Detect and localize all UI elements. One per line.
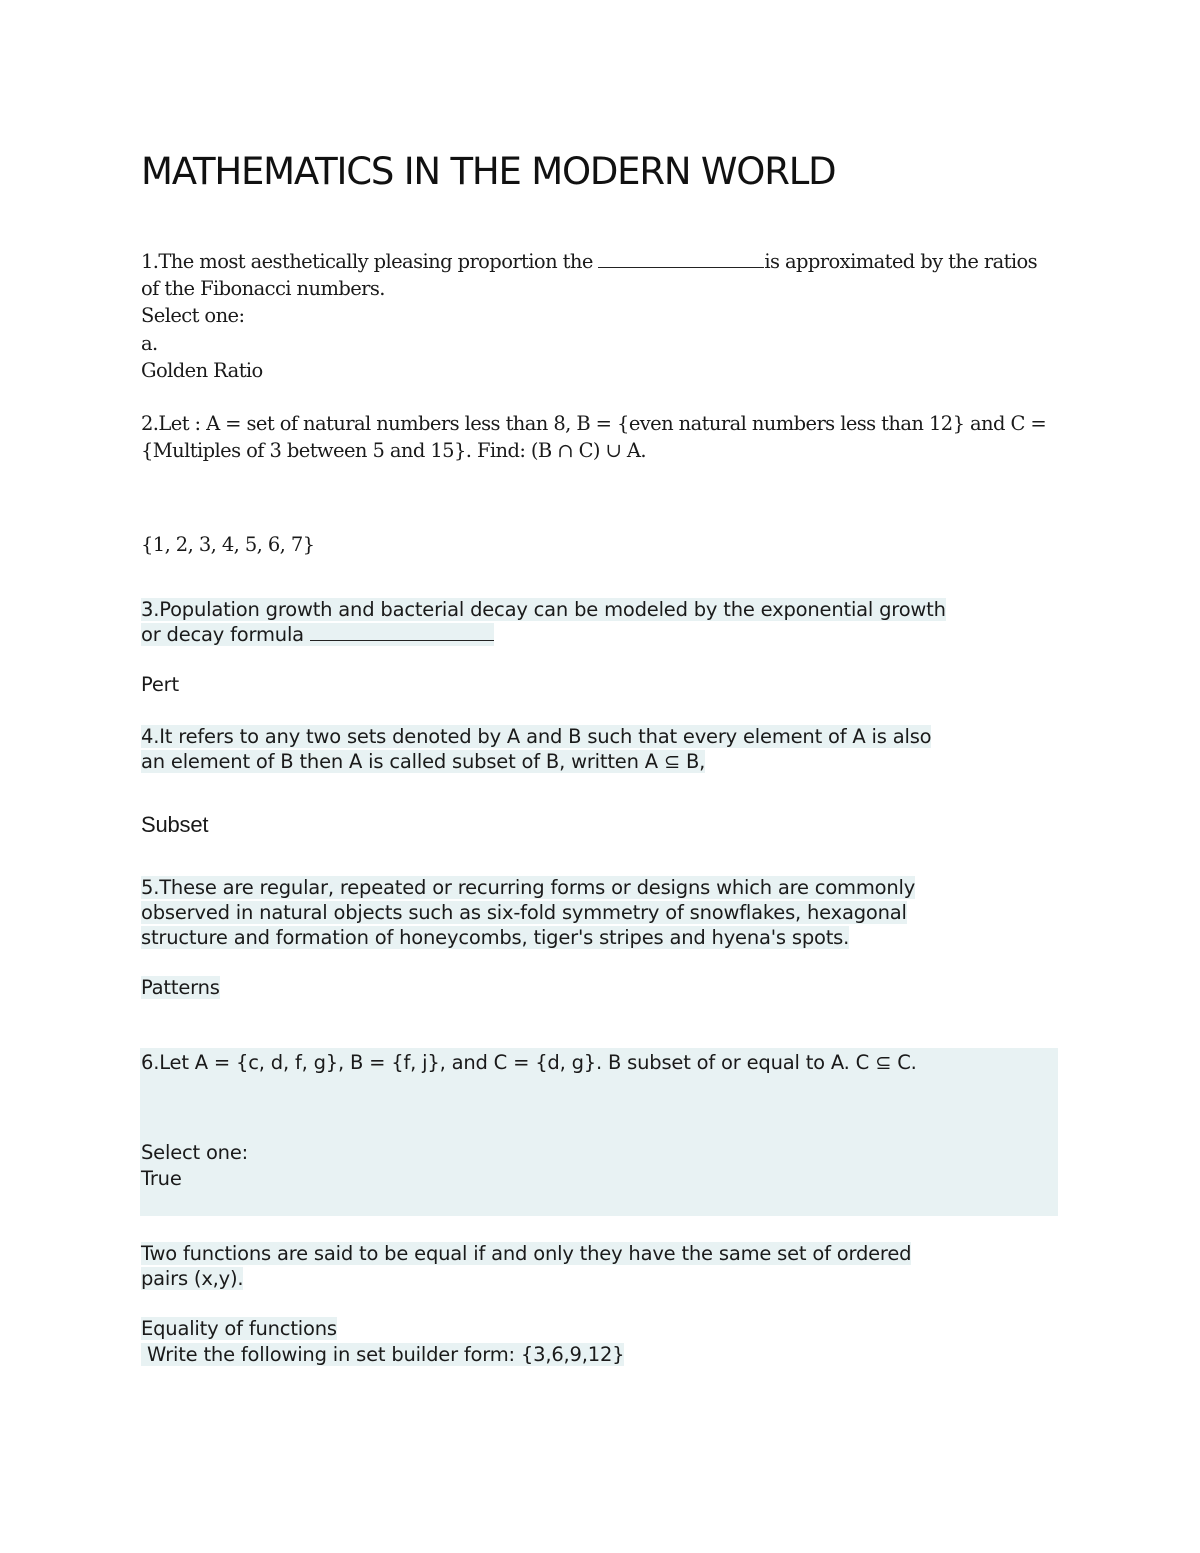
question-1-text-after: is approximated by the ratios xyxy=(764,250,1038,273)
question-2-line-1: 2.Let : A = set of natural numbers less than 8, B = {even natural numbers less than 12} and C = xyxy=(141,412,1047,435)
question-6-select-label: Select one: xyxy=(141,1141,249,1164)
question-2-line-2: {Multiples of 3 between 5 and 15}. Find: (B ∩ C) ∪ A. xyxy=(141,439,646,462)
question-5-line-1-text: 5.These are regular, repeated or recurring forms or designs which are commonly xyxy=(141,876,916,899)
question-5-line-1 xyxy=(141,875,915,900)
question-2-answer: {1, 2, 3, 4, 5, 6, 7} xyxy=(141,533,315,556)
question-4-answer: Subset xyxy=(141,812,209,837)
question-5-answer xyxy=(141,975,220,1000)
question-3-line-1 xyxy=(141,597,946,622)
question-8-line-1 xyxy=(141,1342,624,1367)
question-7-answer-text: Equality of functions xyxy=(141,1317,337,1340)
question-1-blank xyxy=(598,249,764,268)
document-title: MATHEMATICS IN THE MODERN WORLD xyxy=(141,150,836,193)
question-1-select-label: Select one: xyxy=(141,304,245,327)
question-4-line-1-text: 4.It refers to any two sets denoted by A and B such that every element of A is also xyxy=(141,725,932,748)
question-4-line-1 xyxy=(141,724,931,749)
question-1-text-before: 1.The most aesthetically pleasing proportion the xyxy=(141,250,593,273)
question-3-answer: Pert xyxy=(141,673,179,696)
question-7-line-1-text: Two functions are said to be equal if and only they have the same set of ordered xyxy=(141,1242,912,1265)
question-6-answer: True xyxy=(141,1167,182,1190)
question-3-blank xyxy=(310,622,494,641)
question-8-line-1-text: Write the following in set builder form: {3,6,9,12} xyxy=(141,1343,625,1366)
question-4-line-2-text: an element of B then A is called subset of B, written A ⊆ B, xyxy=(141,750,706,773)
question-7-line-1 xyxy=(141,1241,911,1266)
question-5-line-3-text: structure and formation of honeycombs, tiger's stripes and hyena's spots. xyxy=(141,926,850,949)
question-3-line-2 xyxy=(141,622,494,647)
question-5-answer-text: Patterns xyxy=(141,976,220,999)
question-5-line-2-text: observed in natural objects such as six-fold symmetry of snowflakes, hexagonal xyxy=(141,901,907,924)
question-1-line-2: of the Fibonacci numbers. xyxy=(141,277,385,300)
question-7-line-2-text: pairs (x,y). xyxy=(141,1267,244,1290)
question-6-line-1: 6.Let A = {c, d, f, g}, B = {f, j}, and C = {d, g}. B subset of or equal to A. C ⊆ C. xyxy=(141,1051,917,1074)
question-3-line-2-highlight xyxy=(141,623,494,646)
question-5-line-3 xyxy=(141,925,849,950)
question-7-answer xyxy=(141,1316,337,1341)
question-4-line-2 xyxy=(141,749,705,774)
question-3-line-2-text: or decay formula xyxy=(141,623,304,646)
question-5-line-2 xyxy=(141,900,907,925)
question-1-line-1 xyxy=(141,248,1037,275)
question-1-answer: Golden Ratio xyxy=(141,359,263,382)
question-3-line-1-text: 3.Population growth and bacterial decay can be modeled by the exponential growth xyxy=(141,598,946,621)
question-7-line-2 xyxy=(141,1266,243,1291)
question-1-option-letter: a. xyxy=(141,332,158,355)
